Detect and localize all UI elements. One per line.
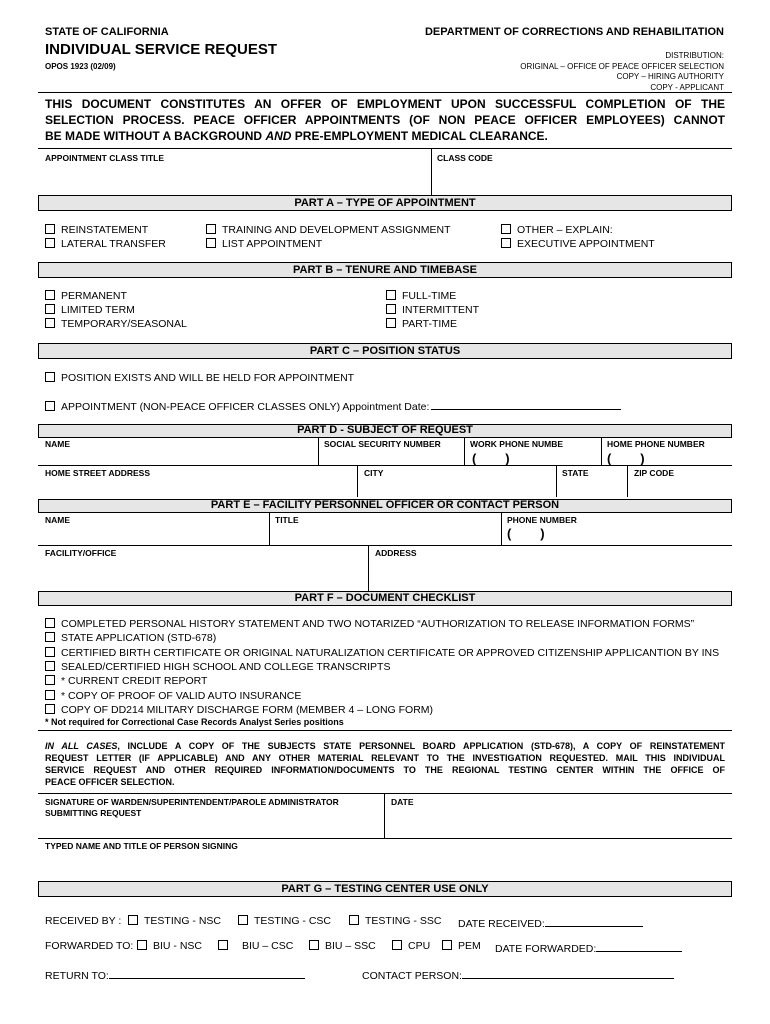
option-label: PART-TIME <box>402 318 458 330</box>
distribution-copy-hiring: COPY – HIRING AUTHORITY <box>616 72 724 81</box>
checklist-label: COPY OF DD214 MILITARY DISCHARGE FORM (MEMBER 4 – LONG FORM) <box>61 704 434 716</box>
notice-line-3-post: PRE-EMPLOYMENT MEDICAL CLEARANCE. <box>291 129 548 143</box>
state-label-field: STATE <box>562 468 589 478</box>
class-code-field[interactable] <box>437 164 727 192</box>
checkbox[interactable] <box>45 690 55 700</box>
contact-person <box>362 967 674 982</box>
option-label: BIU – CSC <box>242 940 294 952</box>
distribution-heading: DISTRIBUTION: <box>665 51 724 60</box>
part-c-header: PART C – POSITION STATUS <box>38 343 732 359</box>
appointment-class-title-field[interactable] <box>45 164 425 192</box>
checklist-label: COMPLETED PERSONAL HISTORY STATEMENT AND TWO NOTARIZED “AUTHORIZATION TO RELEASE INFORMATION FORMS” <box>61 618 695 630</box>
return-to-field[interactable] <box>109 967 305 979</box>
option-lateral-transfer[interactable] <box>45 238 166 250</box>
ssn-label: SOCIAL SECURITY NUMBER <box>324 439 441 449</box>
checkbox[interactable] <box>45 675 55 685</box>
option-label: OTHER – EXPLAIN: <box>517 224 613 236</box>
instructions-line-1 <box>45 740 725 752</box>
signature-label-line-1: SIGNATURE OF WARDEN/SUPERINTENDENT/PAROLE ADMINISTRATOR <box>45 797 339 807</box>
contact-phone-field[interactable]: ( ) <box>507 526 545 541</box>
checkbox[interactable] <box>45 290 55 300</box>
checklist-footnote: * Not required for Correctional Case Records Analyst Series positions <box>45 717 344 727</box>
option-list-appointment[interactable] <box>206 238 322 250</box>
appointment-date-field[interactable] <box>431 398 621 410</box>
checkbox[interactable] <box>386 304 396 314</box>
part-a-header: PART A – TYPE OF APPOINTMENT <box>38 195 732 211</box>
checkbox[interactable] <box>501 238 511 248</box>
option-label: TESTING - NSC <box>144 915 222 927</box>
appointment-class-title-label: APPOINTMENT CLASS TITLE <box>45 153 164 163</box>
signature-date-label: DATE <box>391 797 414 807</box>
option-other-explain[interactable] <box>501 224 613 236</box>
notice-line-3-pre: BE MADE WITHOUT A BACKGROUND <box>45 129 266 143</box>
instructions-line-3: SERVICE REQUEST AND OTHER REQUIRED INFORMATION/DOCUMENTS TO THE REGIONAL TESTING CENTER WITHIN THE OFFICE OF <box>45 765 725 775</box>
checkbox[interactable] <box>45 647 55 657</box>
distribution-list <box>520 51 724 93</box>
checkbox[interactable] <box>45 238 55 248</box>
checkbox[interactable] <box>206 224 216 234</box>
checklist-item-credit-report[interactable] <box>45 675 207 687</box>
notice-line-1: THIS DOCUMENT CONSTITUTES AN OFFER OF EMPLOYMENT UPON SUCCESSFUL COMPLETION OF THE <box>45 97 725 111</box>
home-phone-field[interactable]: ( ) <box>607 451 645 466</box>
checkbox[interactable] <box>206 238 216 248</box>
instructions-line-1-text: , INCLUDE A COPY OF THE SUBJECTS STATE PERSONNEL BOARD APPLICATION (STD-678), A COPY OF REINSTATEMENT <box>117 741 725 751</box>
distribution-original: ORIGINAL – OFFICE OF PEACE OFFICER SELECTION <box>520 61 724 71</box>
home-address-label: HOME STREET ADDRESS <box>45 468 151 478</box>
option-label: PERMANENT <box>61 290 127 302</box>
signature-label <box>45 797 339 819</box>
received-testing-nsc[interactable] <box>128 915 221 927</box>
work-phone-label: WORK PHONE NUMBE <box>470 439 564 449</box>
zip-code-label: ZIP CODE <box>634 468 674 478</box>
forwarded-to-label: FORWARDED TO: <box>45 940 134 952</box>
checkbox[interactable] <box>442 940 452 950</box>
date-received <box>458 915 643 930</box>
employment-notice <box>45 96 725 144</box>
option-permanent[interactable] <box>45 290 127 302</box>
forwarded-pem[interactable] <box>442 940 481 952</box>
facility-office-label: FACILITY/OFFICE <box>45 548 117 558</box>
part-g-header: PART G – TESTING CENTER USE ONLY <box>38 881 732 897</box>
city-label: CITY <box>364 468 384 478</box>
checkbox[interactable] <box>45 224 55 234</box>
forwarded-biu-nsc[interactable] <box>137 940 202 952</box>
received-testing-ssc[interactable] <box>349 915 441 927</box>
contact-person-label: CONTACT PERSON: <box>362 970 462 982</box>
checkbox[interactable] <box>45 372 55 382</box>
option-label: CPU <box>408 940 431 952</box>
option-label: EXECUTIVE APPOINTMENT <box>517 238 655 250</box>
checkbox[interactable] <box>45 632 55 642</box>
forwarded-biu-csc[interactable] <box>218 940 293 952</box>
option-label: TESTING - SSC <box>365 915 442 927</box>
checkbox[interactable] <box>45 318 55 328</box>
checklist-item-birth-cert[interactable] <box>45 647 719 659</box>
typed-name-label: TYPED NAME AND TITLE OF PERSON SIGNING <box>45 841 238 851</box>
checkbox[interactable] <box>386 290 396 300</box>
class-code-label: CLASS CODE <box>437 153 493 163</box>
option-executive-appointment[interactable] <box>501 238 655 250</box>
checkbox[interactable] <box>218 940 228 950</box>
instructions-line-2: REQUEST LETTER (IF APPLICABLE) AND ANY OTHER MATERIAL RELEVANT TO THE INVESTIGATION REQUESTED. MAIL THIS INDIVIDUAL <box>45 753 725 763</box>
distribution-copy-applicant: COPY - APPLICANT <box>650 82 724 92</box>
option-label: LIST APPOINTMENT <box>222 238 323 250</box>
checkbox[interactable] <box>45 661 55 671</box>
checkbox[interactable] <box>392 940 402 950</box>
form-number: OPOS 1923 (02/09) <box>45 62 116 71</box>
option-label: POSITION EXISTS AND WILL BE HELD FOR APPOINTMENT <box>61 372 355 384</box>
option-label: LIMITED TERM <box>61 304 135 316</box>
received-testing-csc[interactable] <box>238 915 331 927</box>
checklist-label: * COPY OF PROOF OF VALID AUTO INSURANCE <box>61 690 302 702</box>
instructions-line-4: PEACE OFFICER SELECTION. <box>45 777 175 787</box>
form-title: INDIVIDUAL SERVICE REQUEST <box>45 41 277 58</box>
checkbox[interactable] <box>45 704 55 714</box>
contact-title-label: TITLE <box>275 515 299 525</box>
option-label: FULL-TIME <box>402 290 457 302</box>
checklist-label: SEALED/CERTIFIED HIGH SCHOOL AND COLLEGE TRANSCRIPTS <box>61 661 391 673</box>
date-forwarded <box>495 940 682 955</box>
checkbox[interactable] <box>349 915 359 925</box>
contact-name-label: NAME <box>45 515 71 525</box>
checkbox[interactable] <box>501 224 511 234</box>
subject-name-label: NAME <box>45 439 71 449</box>
checklist-label: * CURRENT CREDIT REPORT <box>61 675 208 687</box>
date-forwarded-field[interactable] <box>596 940 682 952</box>
checkbox[interactable] <box>386 318 396 328</box>
return-to <box>45 967 305 982</box>
option-position-exists[interactable] <box>45 372 354 384</box>
checklist-item-transcripts[interactable] <box>45 661 390 673</box>
checkbox[interactable] <box>45 401 55 411</box>
option-label: REINSTATEMENT <box>61 224 149 236</box>
contact-address-label: ADDRESS <box>375 548 417 558</box>
option-label: LATERAL TRANSFER <box>61 238 166 250</box>
option-full-time[interactable] <box>386 290 456 302</box>
return-to-label: RETURN TO: <box>45 970 109 982</box>
option-training-development[interactable] <box>206 224 451 236</box>
checklist-item-std678[interactable] <box>45 632 216 644</box>
instructions-emphasis: IN ALL CASES <box>45 741 118 751</box>
option-label: TESTING - CSC <box>254 915 332 927</box>
option-non-peace-appointment[interactable] <box>45 398 621 413</box>
signature-field[interactable] <box>45 820 380 836</box>
department-label: DEPARTMENT OF CORRECTIONS AND REHABILITATION <box>424 26 724 38</box>
instructions-paragraph <box>45 740 725 788</box>
contact-person-field[interactable] <box>462 967 674 979</box>
option-label: INTERMITTENT <box>402 304 479 316</box>
forwarded-biu-ssc[interactable] <box>309 940 376 952</box>
signature-date-field[interactable] <box>391 810 721 836</box>
checkbox[interactable] <box>45 618 55 628</box>
checkbox[interactable] <box>45 304 55 314</box>
work-phone-field[interactable]: ( ) <box>472 451 510 466</box>
checklist-label: CERTIFIED BIRTH CERTIFICATE OR ORIGINAL NATURALIZATION CERTIFICATE OR APPROVED CITIZENSHIP APPLICANTION BY INS <box>61 647 720 659</box>
state-label: STATE OF CALIFORNIA <box>45 26 169 38</box>
option-label: BIU - NSC <box>153 940 203 952</box>
date-received-label: DATE RECEIVED: <box>458 918 545 930</box>
checklist-item-dd214[interactable] <box>45 704 433 716</box>
option-intermittent[interactable] <box>386 304 479 316</box>
received-by-label: RECEIVED BY : <box>45 915 122 927</box>
notice-line-3-em: AND <box>265 129 292 143</box>
contact-phone-label: PHONE NUMBER <box>507 515 577 525</box>
part-d-header: PART D - SUBJECT OF REQUEST <box>38 424 732 437</box>
notice-line-2: SELECTION PROCESS. PEACE OFFICER APPOINTMENTS (OF NON PEACE OFFICER EMPLOYEES) CANNOT <box>45 113 725 127</box>
typed-name-field[interactable] <box>45 853 725 875</box>
checkbox[interactable] <box>128 915 138 925</box>
checklist-label: STATE APPLICATION (STD-678) <box>61 632 217 644</box>
forwarded-cpu[interactable] <box>392 940 430 952</box>
checkbox[interactable] <box>137 940 147 950</box>
checklist-item-history[interactable] <box>45 618 694 630</box>
option-reinstatement[interactable] <box>45 224 148 236</box>
notice-line-3 <box>45 128 725 144</box>
checklist-item-auto-insurance[interactable] <box>45 690 301 702</box>
signature-label-line-2: SUBMITTING REQUEST <box>45 808 142 818</box>
option-label: TEMPORARY/SEASONAL <box>61 318 187 330</box>
option-label: BIU – SSC <box>325 940 376 952</box>
checkbox[interactable] <box>309 940 319 950</box>
option-temporary-seasonal[interactable] <box>45 318 187 330</box>
option-limited-term[interactable] <box>45 304 135 316</box>
part-e-header: PART E – FACILITY PERSONNEL OFFICER OR CONTACT PERSON <box>38 499 732 512</box>
option-part-time[interactable] <box>386 318 457 330</box>
date-received-field[interactable] <box>545 915 643 927</box>
option-label: PEM <box>458 940 481 952</box>
option-label: APPOINTMENT (NON-PEACE OFFICER CLASSES ONLY) Appointment Date: <box>61 401 430 413</box>
checkbox[interactable] <box>238 915 248 925</box>
part-b-header: PART B – TENURE AND TIMEBASE <box>38 262 732 278</box>
home-phone-label: HOME PHONE NUMBER <box>607 439 705 449</box>
part-f-header: PART F – DOCUMENT CHECKLIST <box>38 591 732 606</box>
date-forwarded-label: DATE FORWARDED: <box>495 943 597 955</box>
option-label: TRAINING AND DEVELOPMENT ASSIGNMENT <box>222 224 451 236</box>
